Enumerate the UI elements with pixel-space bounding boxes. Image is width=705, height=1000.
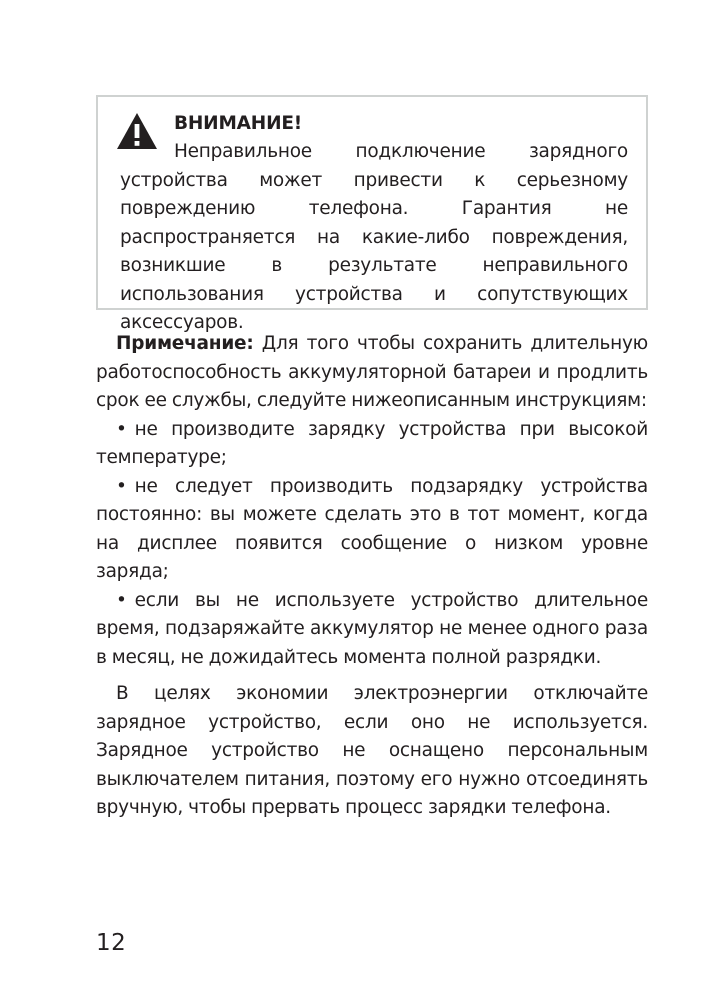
warning-triangle-icon: [116, 112, 158, 150]
bullet-icon: •: [116, 589, 127, 611]
warning-text: Неправильное подключение зарядного устройства может привести к серьезному повреждению телефона. Гарантия не распространяется на какие-либо повреждения, возникшие в результате неправильного использования устройства и сопутствующих аксессуаров.: [120, 141, 628, 333]
note-label: Примечание:: [116, 333, 254, 354]
bullet-icon: •: [116, 418, 127, 440]
list-item: [96, 473, 648, 587]
paragraph-gap: [96, 672, 648, 680]
main-content: [96, 330, 648, 823]
bullet-icon: •: [116, 475, 127, 497]
list-item: [96, 587, 648, 673]
page-number: 12: [96, 930, 127, 956]
list-item: [96, 416, 648, 473]
list-item-text: не производите зарядку устройства при высокой температуре;: [96, 418, 648, 468]
list-item-text: не следует производить подзарядку устройства постоянно: вы можете сделать это в тот момент, когда на дисплее появится сообщение о низком уровне заряда;: [96, 475, 648, 582]
warning-title: ВНИМАНИЕ!: [174, 113, 303, 134]
closing-paragraph: В целях экономии электроэнергии отключайте зарядное устройство, если оно не используется. Зарядное устройство не оснащено персональным выключателем питания, поэтому его нужно отсоединять вручную, чтобы прервать процесс зарядки телефона.: [96, 683, 648, 818]
note-paragraph: [96, 330, 648, 416]
list-item-text: если вы не используете устройство длительное время, подзаряжайте аккумулятор не менее одного раза в месяц, не дожидайтесь момента полной разрядки.: [96, 589, 648, 668]
note-text: Для того чтобы сохранить длительную работоспособность аккумуляторной батареи и продлить срок ее службы, следуйте нижеописанным инструкциям:: [96, 333, 648, 411]
warning-box: [96, 95, 648, 333]
